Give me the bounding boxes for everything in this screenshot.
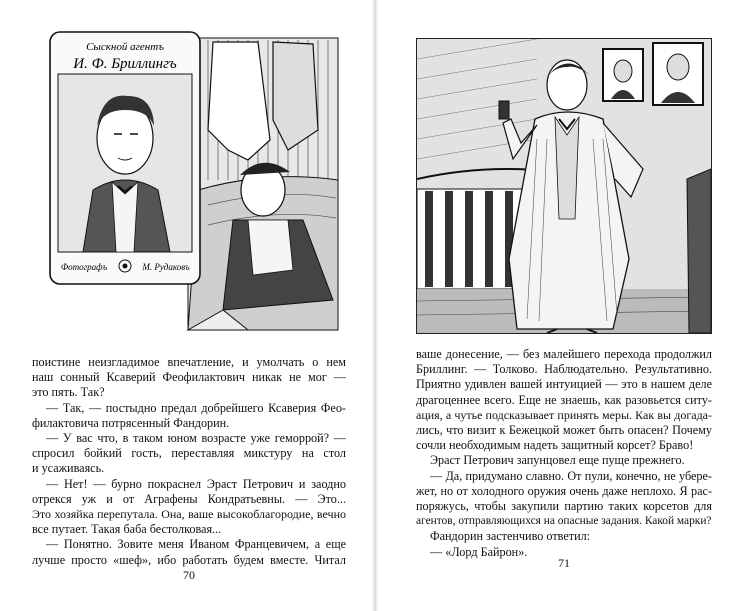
text-line: Эраст Петрович запунцовел еще пуще прежнего. — [430, 453, 685, 468]
text-line: лучше просто «шеф», ибо работать будем вместе. Читал — [32, 552, 346, 567]
text-line: филактовича потрясенный Фандорин. — [32, 415, 230, 430]
text-line: — Понятно. Зовите меня Иваном Францевичем, а еще — [46, 537, 346, 552]
text-line: ация, а чутье подсказывает принять меры. Как вы догада- — [416, 407, 712, 422]
text-line: и усаживаясь. — [32, 461, 105, 476]
text-line: лись, что визит к Бежецкой может быть опасен? Почему — [416, 423, 712, 438]
right-illustration — [416, 38, 712, 334]
card-footer-right: М. Рудаковъ — [142, 262, 190, 272]
text-line: это пять. Так? — [32, 385, 105, 400]
text-line: сочли необходимым надеть защитный корсет? Браво! — [416, 438, 694, 453]
text-line: отрекся уж и от Аграфены Кондратьевны. — Это... — [32, 491, 346, 506]
text-line: спросил бойкий гость, переставляя микстуру на стол — [32, 446, 346, 461]
text-line: — Нет! — бурно покраснел Эраст Петрович и заодно — [46, 476, 346, 491]
text-line: — У вас что, в таком юном возрасте уже геморрой? — — [46, 431, 346, 446]
left-page-text — [32, 355, 346, 568]
text-line: драгоценнее всего. Еще не знаешь, как разовьется ситу- — [416, 392, 712, 407]
text-line: Приятно удивлен вашей интуицией — это в нашем деле — [416, 377, 712, 392]
text-line: ваше донесение, — без малейшего перехода продолжил — [416, 347, 712, 361]
card-footer-left: Фотографъ — [60, 262, 108, 272]
card-name-text: И. Ф. Бриллингъ — [73, 56, 177, 72]
text-line: наш сонный Ксаверий Феофилактович никак не мог — — [32, 370, 346, 385]
text-line: Это хозяйка перепутала. Она, ваше высокоблагородие, вечно — [32, 507, 346, 522]
right-page-number: 71 — [558, 556, 570, 570]
left-page-number: 70 — [183, 568, 195, 582]
text-line: — Так, — постыдно предал добрейшего Ксаверия Фео- — [46, 400, 346, 415]
right-illustration-drawing — [417, 39, 711, 333]
text-line: жет, но от холодного оружия очень даже неплохо. Я рас- — [416, 483, 712, 498]
right-page-text — [416, 347, 712, 560]
text-line: все путает. Такая баба бестолковая... — [32, 522, 222, 537]
text-line: — Да, придумано славно. От пули, конечно, не убере- — [430, 468, 712, 483]
text-line: Фандорин застенчиво ответил: — [430, 529, 591, 544]
text-line: поряжусь, чтобы закупили партию таких корсетов для — [416, 499, 712, 514]
text-line: агентов, отправляющихся на опасные задания. Какой марки? — [416, 515, 712, 528]
left-illustration-drawing — [48, 30, 340, 332]
right-page — [378, 0, 750, 611]
left-page — [0, 0, 372, 611]
text-line: поистине неизгладимое впечатление, и умолчать о нем — [32, 355, 346, 369]
left-illustration — [48, 30, 340, 332]
card-header-text: Сыскной агентъ — [86, 41, 164, 53]
text-line: — «Лорд Байрон». — [430, 544, 528, 559]
text-line: Бриллинг. — Толково. Наблюдательно. Результативно. — [416, 362, 712, 377]
